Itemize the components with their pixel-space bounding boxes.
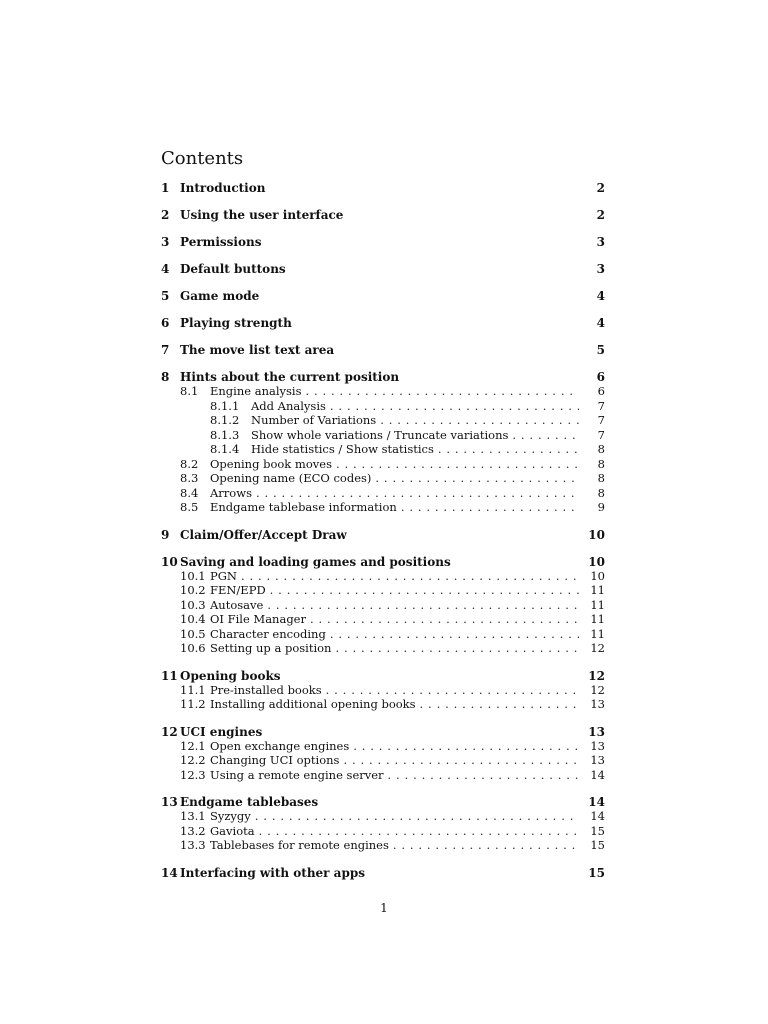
toc-subsection[interactable] — [161, 838, 605, 853]
subsection-title: Endgame tablebase information — [210, 500, 397, 514]
section-number: 3 — [161, 235, 170, 249]
leader-dots — [267, 598, 579, 613]
leader-dots — [310, 612, 579, 627]
toc-section-heading[interactable] — [161, 343, 605, 370]
toc-subsection[interactable] — [161, 486, 605, 501]
section-title: Introduction — [180, 181, 266, 195]
subsection-title: Pre-installed books — [210, 682, 322, 697]
page-number: 1 — [380, 901, 388, 915]
subsection-number: 12.3 — [180, 767, 206, 782]
subsection-number: 8.1 — [180, 384, 199, 398]
toc-section — [161, 795, 605, 853]
section-number: 12 — [161, 724, 178, 739]
section-page: 13 — [588, 724, 605, 739]
section-title: Saving and loading games and positions — [180, 554, 451, 569]
subsection-page: 13 — [590, 753, 605, 767]
section-number: 14 — [161, 865, 178, 880]
toc-subsection[interactable] — [161, 399, 605, 414]
subsection-number: 8.1.2 — [210, 413, 240, 427]
toc-body — [161, 181, 605, 893]
toc-section-heading[interactable] — [161, 316, 605, 343]
toc-section-heading[interactable] — [161, 866, 605, 893]
section-number: 1 — [161, 181, 170, 195]
subsection-page: 11 — [590, 626, 605, 641]
section-number: 7 — [161, 343, 170, 357]
toc-subsection[interactable] — [161, 753, 605, 768]
leader-dots — [380, 413, 579, 428]
toc-subsection[interactable] — [161, 809, 605, 824]
subsection-title: Opening book moves — [210, 456, 332, 471]
section-number: 9 — [161, 527, 170, 542]
section-title: Claim/Offer/Accept Draw — [180, 527, 347, 542]
toc-section — [161, 289, 605, 316]
toc-subsection[interactable] — [161, 768, 605, 783]
subsection-number: 8.1.3 — [210, 427, 240, 442]
leader-dots — [241, 569, 579, 584]
toc-section — [161, 181, 605, 208]
section-number: 13 — [161, 795, 178, 809]
subsection-page: 13 — [590, 697, 605, 711]
toc-subsection[interactable] — [161, 500, 605, 515]
toc-section — [161, 528, 605, 555]
toc-subsection[interactable] — [161, 442, 605, 457]
subsection-page: 8 — [597, 471, 605, 485]
toc-section-heading[interactable] — [161, 669, 605, 683]
toc-section — [161, 208, 605, 235]
section-page: 10 — [588, 554, 605, 569]
section-page: 6 — [596, 370, 605, 384]
subsection-number: 13.2 — [180, 823, 206, 838]
section-page: 2 — [596, 181, 605, 195]
subsection-number: 12.1 — [180, 738, 206, 753]
subsection-title: Character encoding — [210, 626, 326, 641]
subsection-number: 13.3 — [180, 838, 206, 852]
subsection-page: 11 — [590, 583, 605, 597]
subsection-page: 15 — [590, 823, 605, 838]
toc-section-heading[interactable] — [161, 725, 605, 739]
leader-dots — [335, 641, 579, 656]
subsection-title: OI File Manager — [210, 612, 306, 626]
subsection-page: 14 — [590, 809, 605, 823]
section-title: Default buttons — [180, 262, 286, 276]
toc-section-heading[interactable] — [161, 262, 605, 289]
subsection-number: 10.5 — [180, 626, 206, 641]
leader-dots — [305, 384, 579, 399]
toc-section — [161, 316, 605, 343]
toc-section-heading[interactable] — [161, 370, 605, 384]
toc-section — [161, 235, 605, 262]
section-number: 2 — [161, 208, 170, 222]
section-title: Endgame tablebases — [180, 795, 319, 809]
subsection-title: Engine analysis — [210, 384, 302, 398]
toc-subsection[interactable] — [161, 697, 605, 712]
toc-section — [161, 343, 605, 370]
section-number: 11 — [161, 668, 178, 683]
leader-dots — [388, 768, 579, 783]
section-title: Playing strength — [180, 316, 292, 330]
section-title: Using the user interface — [180, 208, 344, 222]
subsection-title: Autosave — [210, 597, 264, 612]
section-title: UCI engines — [180, 724, 263, 739]
leader-dots — [393, 838, 579, 853]
leader-dots — [438, 442, 579, 457]
subsection-page: 13 — [590, 738, 605, 753]
leader-dots — [336, 457, 579, 472]
toc-section-heading[interactable] — [161, 795, 605, 809]
subsection-title: Add Analysis — [251, 398, 326, 413]
toc-section-heading[interactable] — [161, 289, 605, 316]
leader-dots — [420, 697, 579, 712]
toc-section — [161, 725, 605, 783]
subsection-title: Open exchange engines — [210, 738, 350, 753]
toc-subsection[interactable] — [161, 641, 605, 656]
section-title: Game mode — [180, 289, 260, 303]
section-page: 14 — [588, 795, 605, 809]
toc-section-heading[interactable] — [161, 555, 605, 569]
subsection-number: 8.3 — [180, 471, 199, 485]
leader-dots — [401, 500, 579, 515]
section-title: Hints about the current position — [180, 370, 400, 384]
subsection-page: 11 — [590, 597, 605, 612]
subsection-page: 11 — [590, 612, 605, 626]
toc-subsection[interactable] — [161, 583, 605, 598]
subsection-title: Setting up a position — [210, 641, 332, 655]
subsection-title: FEN/EPD — [210, 583, 266, 597]
toc-section-heading[interactable] — [161, 181, 605, 208]
subsection-number: 11.1 — [180, 682, 206, 697]
leader-dots — [330, 399, 579, 414]
subsection-number: 8.5 — [180, 500, 199, 514]
toc-subsection[interactable] — [161, 612, 605, 627]
toc-subsection[interactable] — [161, 384, 605, 399]
subsection-number: 10.1 — [180, 568, 206, 583]
section-title: The move list text area — [180, 343, 335, 357]
leader-dots — [343, 753, 579, 768]
leader-dots — [353, 739, 579, 754]
toc-subsection[interactable] — [161, 569, 605, 584]
subsection-page: 8 — [597, 442, 605, 456]
subsection-number: 12.2 — [180, 753, 206, 767]
subsection-number: 11.2 — [180, 697, 206, 711]
subsection-title: Arrows — [210, 485, 252, 500]
subsection-page: 10 — [590, 568, 605, 583]
leader-dots — [330, 627, 579, 642]
subsection-title: PGN — [210, 568, 237, 583]
toc-section — [161, 669, 605, 712]
subsection-title: Changing UCI options — [210, 753, 340, 767]
subsection-page: 7 — [597, 413, 605, 427]
section-title: Opening books — [180, 668, 281, 683]
subsection-page: 7 — [597, 427, 605, 442]
section-page: 10 — [588, 527, 605, 542]
toc-section — [161, 262, 605, 289]
toc-subsection[interactable] — [161, 627, 605, 642]
subsection-number: 10.6 — [180, 641, 206, 655]
subsection-page: 15 — [590, 838, 605, 852]
subsection-title: Using a remote engine server — [210, 767, 384, 782]
section-number: 10 — [161, 554, 178, 569]
subsection-page: 7 — [597, 398, 605, 413]
toc-subsection[interactable] — [161, 428, 605, 443]
section-number: 4 — [161, 262, 170, 276]
leader-dots — [255, 809, 579, 824]
toc-title: Contents — [161, 148, 244, 169]
section-page: 3 — [596, 262, 605, 276]
toc-subsection[interactable] — [161, 739, 605, 754]
subsection-title: Hide statistics / Show statistics — [251, 442, 434, 456]
subsection-title: Gaviota — [210, 823, 255, 838]
subsection-number: 10.3 — [180, 597, 206, 612]
section-page: 2 — [596, 208, 605, 222]
section-page: 12 — [588, 668, 605, 683]
subsection-page: 8 — [597, 456, 605, 471]
section-title: Permissions — [180, 235, 262, 249]
section-number: 5 — [161, 289, 170, 303]
toc-section — [161, 866, 605, 893]
toc-section-heading[interactable] — [161, 208, 605, 235]
leader-dots — [375, 471, 579, 486]
section-page: 4 — [596, 316, 605, 330]
section-title: Interfacing with other apps — [180, 865, 365, 880]
toc-subsection[interactable] — [161, 471, 605, 486]
subsection-number: 8.1.1 — [210, 398, 240, 413]
toc-subsection[interactable] — [161, 824, 605, 839]
subsection-title: Number of Variations — [251, 413, 377, 427]
subsection-page: 12 — [590, 641, 605, 655]
subsection-title: Tablebases for remote engines — [210, 838, 389, 852]
subsection-number: 8.2 — [180, 456, 199, 471]
table-of-contents — [161, 147, 605, 893]
section-page: 3 — [596, 235, 605, 249]
toc-subsection[interactable] — [161, 683, 605, 698]
subsection-number: 10.2 — [180, 583, 206, 597]
toc-section-heading[interactable] — [161, 528, 605, 555]
toc-section — [161, 555, 605, 656]
subsection-page: 6 — [597, 384, 605, 398]
subsection-number: 8.1.4 — [210, 442, 240, 456]
toc-section-heading[interactable] — [161, 235, 605, 262]
toc-subsection[interactable] — [161, 457, 605, 472]
toc-section — [161, 370, 605, 515]
leader-dots — [512, 428, 579, 443]
subsection-page: 9 — [597, 500, 605, 514]
section-number: 6 — [161, 316, 170, 330]
section-page: 4 — [596, 289, 605, 303]
subsection-page: 8 — [597, 485, 605, 500]
section-number: 8 — [161, 370, 170, 384]
subsection-title: Show whole variations / Truncate variations — [251, 427, 509, 442]
subsection-page: 14 — [590, 767, 605, 782]
leader-dots — [326, 683, 579, 698]
subsection-number: 8.4 — [180, 485, 199, 500]
toc-subsection[interactable] — [161, 413, 605, 428]
leader-dots — [259, 824, 579, 839]
toc-subsection[interactable] — [161, 598, 605, 613]
leader-dots — [256, 486, 579, 501]
subsection-page: 12 — [590, 682, 605, 697]
leader-dots — [270, 583, 579, 598]
subsection-title: Installing additional opening books — [210, 697, 416, 711]
subsection-title: Opening name (ECO codes) — [210, 471, 372, 485]
section-page: 15 — [588, 865, 605, 880]
subsection-title: Syzygy — [210, 809, 251, 823]
section-page: 5 — [596, 343, 605, 357]
subsection-number: 13.1 — [180, 809, 206, 823]
subsection-number: 10.4 — [180, 612, 206, 626]
